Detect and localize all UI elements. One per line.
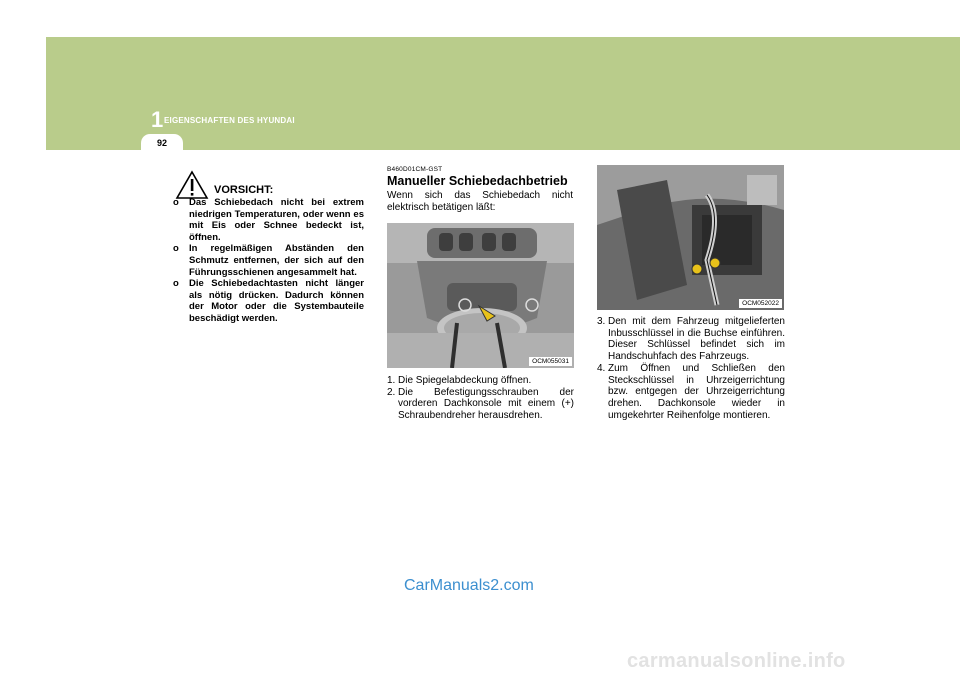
section-code: B460D01CM-GST [387, 166, 443, 173]
step-item [597, 363, 785, 422]
warning-bullet: o [173, 278, 179, 290]
page-number: 92 [156, 138, 167, 148]
hex-key-photo [597, 165, 784, 310]
step-item [597, 316, 785, 363]
step-item [387, 375, 574, 387]
warning-item [173, 197, 364, 243]
step-item [387, 387, 574, 422]
step-text: Die Befestigungsschrauben der vorderen Dachkonsole mit einem (+) Schraubendreher herausdrehen. [398, 386, 574, 422]
warning-bullet: o [173, 197, 179, 208]
warning-item [173, 278, 364, 324]
watermark-carmanuals2[interactable]: CarManuals2.com [404, 577, 534, 594]
chapter-title: EIGENSCHAFTEN DES HYUNDAI [164, 116, 295, 125]
section-intro: Wenn sich das Schiebedach nicht elektrisch betätigen läßt: [387, 190, 573, 213]
step-number: 3. [597, 316, 606, 327]
warning-triangle-icon [175, 170, 209, 200]
warning-item [173, 243, 364, 278]
step-number: 4. [597, 362, 606, 374]
warning-list [173, 197, 364, 325]
warning-item-text: Die Schiebedachtasten nicht länger als nötig drücken. Dadurch können der Motor oder die Systembauteile beschädigt werden. [189, 278, 364, 324]
chapter-number: 1 [151, 107, 164, 132]
step-number: 1. [387, 375, 396, 386]
overhead-console-photo [387, 223, 574, 368]
steps-list-right [597, 316, 785, 421]
warning-bullet: o [173, 243, 179, 255]
warning-item-text: Das Schiebedach nicht bei extrem niedrigen Temperaturen, oder wenn es mit Eis oder Schnee bedeckt ist, öffnen. [189, 197, 364, 243]
warning-item-text: In regelmäßigen Abständen den Schmutz entfernen, der sich auf den Führungsschienen angesammelt hat. [189, 243, 364, 278]
steps-list-left [387, 375, 574, 422]
step-text: Zum Öffnen und Schließen den Steckschlüssel in Uhrzeigerrichtung bzw. entgegen der Uhrzeigerrichtung drehen. Dachkonsole wieder in umgekehrter Reihenfolge montieren. [608, 362, 785, 421]
section-title: Manueller Schiebedachbetrieb [387, 174, 568, 188]
figure-code: OCM055031 [529, 357, 572, 366]
header-band [46, 37, 960, 150]
step-text: Den mit dem Fahrzeug mitgelieferten Inbusschlüssel in die Buchse einführen. Dieser Schlüssel befindet sich im Handschuhfach des Fahrzeugs. [608, 316, 785, 363]
step-text: Die Spiegelabdeckung öffnen. [398, 375, 532, 386]
warning-title: VORSICHT: [214, 184, 274, 196]
figure-code: OCM052022 [739, 299, 782, 308]
watermark-carmanualsonline: carmanualsonline.info [627, 650, 846, 672]
step-number: 2. [387, 386, 396, 398]
